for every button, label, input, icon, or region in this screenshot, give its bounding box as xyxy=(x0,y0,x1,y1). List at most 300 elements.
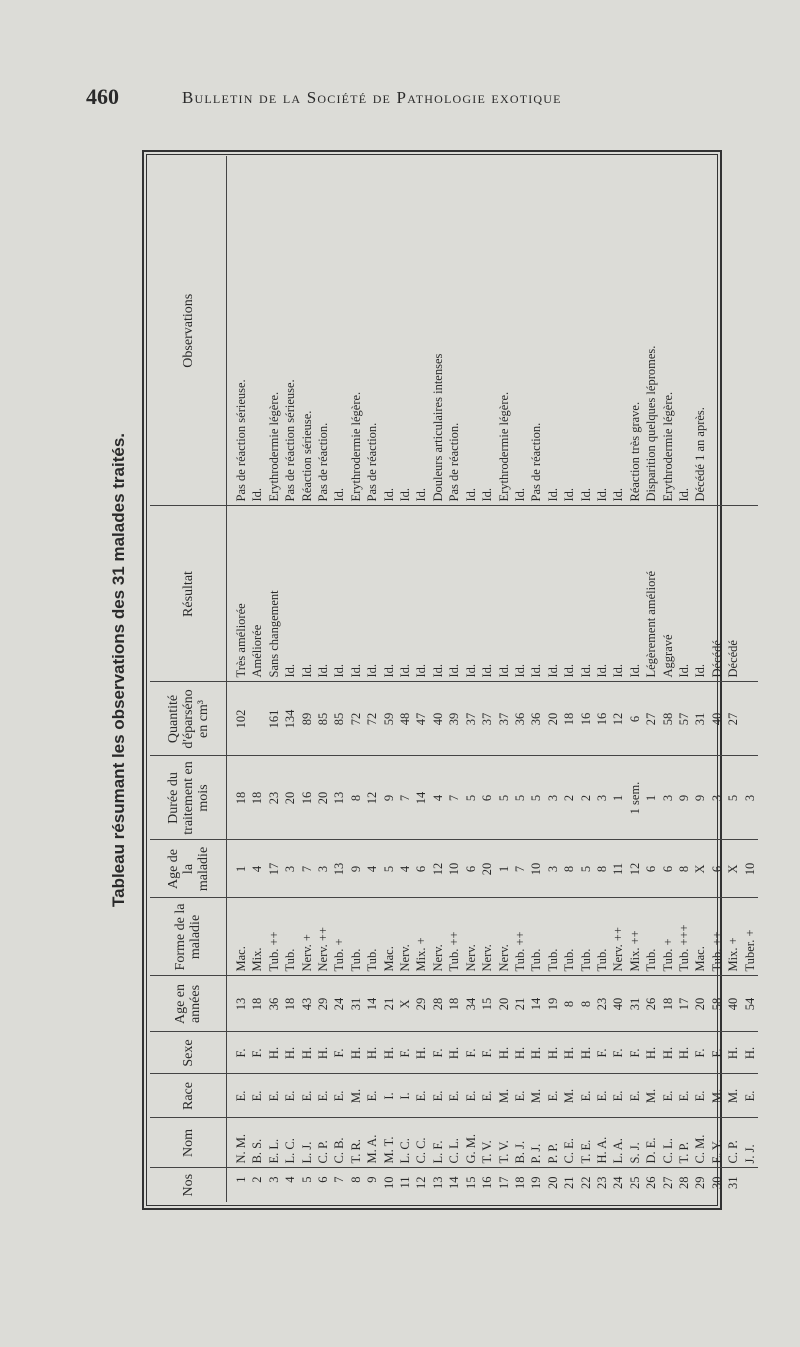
table-row xyxy=(676,156,692,1202)
cell-race: E. xyxy=(331,1074,347,1118)
cell-nom: T. P. xyxy=(676,1118,692,1168)
cell-resultat: Id. xyxy=(692,506,708,682)
cell-age: 29 xyxy=(413,976,429,1032)
cell-duree: 3 xyxy=(709,756,725,840)
cell-forme: Tub. xyxy=(364,898,380,976)
cell-race: E. xyxy=(610,1074,626,1118)
cell-quantite: 31 xyxy=(692,682,708,756)
cell-resultat: Légèrement amélioré xyxy=(643,506,659,682)
cell-duree: 20 xyxy=(282,756,298,840)
cell-sexe: F. xyxy=(692,1032,708,1074)
cell-no: 20 xyxy=(545,1168,561,1202)
cell-resultat: Id. xyxy=(381,506,397,682)
cell-sexe: F. xyxy=(397,1032,413,1074)
cell-race: E. xyxy=(227,1074,250,1118)
cell-observations: Erythrodermie légère. xyxy=(496,391,511,502)
cell-race: E. xyxy=(249,1074,265,1118)
cell-sexe: H. xyxy=(496,1032,512,1074)
cell-age-maladie: 4 xyxy=(397,840,413,898)
table-row xyxy=(446,156,462,1202)
cell-observations: Id. xyxy=(463,487,478,502)
cell-forme: Tub. xyxy=(528,898,544,976)
table-row xyxy=(512,156,528,1202)
cell-duree: 5 xyxy=(725,756,741,840)
header-duree: Durée du traitement en mois xyxy=(150,756,227,840)
header-observations: Observations xyxy=(150,156,227,506)
cell-no: 15 xyxy=(463,1168,479,1202)
page-header xyxy=(86,84,746,114)
table-row xyxy=(299,156,315,1202)
table-caption: Tableau résumant les observations des 31 malades traités. xyxy=(109,433,128,907)
cell-observations: Id. xyxy=(611,487,626,502)
cell-duree: 3 xyxy=(742,756,758,840)
cell-age-maladie: 6 xyxy=(413,840,429,898)
cell-age-maladie: 10 xyxy=(446,840,462,898)
cell-age-maladie: 11 xyxy=(610,840,626,898)
cell-observations: Id. xyxy=(594,487,609,502)
cell-quantite: 27 xyxy=(725,682,741,756)
cell-race: E. xyxy=(463,1074,479,1118)
table-row xyxy=(381,156,397,1202)
cell-age: 29 xyxy=(315,976,331,1032)
cell-age-maladie: 5 xyxy=(578,840,594,898)
cell-sexe: F. xyxy=(479,1032,495,1074)
cell-observations xyxy=(709,156,725,506)
cell-age: 19 xyxy=(545,976,561,1032)
table-row xyxy=(610,156,626,1202)
cell-forme: Tub. xyxy=(643,898,659,976)
cell-observations: Décédé 1 an après. xyxy=(693,407,708,502)
cell-quantite: 39 xyxy=(446,682,462,756)
cell-nom: P. J. xyxy=(528,1118,544,1168)
cell-forme: Nerv. ++ xyxy=(315,898,331,976)
cell-forme: Nerv. xyxy=(397,898,413,976)
cell-sexe: F. xyxy=(249,1032,265,1074)
cell-no: 22 xyxy=(578,1168,594,1202)
cell-age: 40 xyxy=(610,976,626,1032)
table-row xyxy=(413,156,429,1202)
cell-no: 28 xyxy=(676,1168,692,1202)
table-row xyxy=(249,156,265,1202)
cell-race: E. xyxy=(578,1074,594,1118)
cell-race: I. xyxy=(381,1074,397,1118)
cell-observations: Erythrodermie légère. xyxy=(660,391,675,502)
cell-resultat: Très améliorée xyxy=(227,506,250,682)
cell-nom: T. V. xyxy=(496,1118,512,1168)
cell-no: 24 xyxy=(610,1168,626,1202)
cell-nom: P. P. xyxy=(545,1118,561,1168)
cell-age-maladie: 12 xyxy=(430,840,446,898)
cell-resultat: Id. xyxy=(348,506,364,682)
header-age-maladie: Age de la maladie xyxy=(150,840,227,898)
cell-sexe: H. xyxy=(545,1032,561,1074)
cell-observations: Réaction très grave. xyxy=(627,401,642,502)
cell-age-maladie: 4 xyxy=(249,840,265,898)
cell-quantite: 20 xyxy=(545,682,561,756)
cell-age-maladie: 8 xyxy=(561,840,577,898)
table-row xyxy=(561,156,577,1202)
cell-sexe: H. xyxy=(282,1032,298,1074)
cell-nom: T. R. xyxy=(348,1118,364,1168)
cell-age-maladie: 6 xyxy=(643,840,659,898)
cell-no: 13 xyxy=(430,1168,446,1202)
table-row xyxy=(660,156,676,1202)
cell-quantite: 89 xyxy=(299,682,315,756)
cell-observations: Id. xyxy=(512,487,527,502)
cell-sexe: H. xyxy=(660,1032,676,1074)
cell-age-maladie: 17 xyxy=(266,840,282,898)
cell-race: E. xyxy=(692,1074,708,1118)
cell-nom: C. C. xyxy=(413,1118,429,1168)
table-header-row xyxy=(150,156,227,1202)
cell-no: 8 xyxy=(348,1168,364,1202)
table-row xyxy=(282,156,298,1202)
table-row xyxy=(463,156,479,1202)
observations-table xyxy=(150,156,758,1202)
cell-age-maladie: 7 xyxy=(299,840,315,898)
cell-nom: T. V. xyxy=(479,1118,495,1168)
cell-forme: Tub. + xyxy=(331,898,347,976)
cell-nom: B. S. xyxy=(249,1118,265,1168)
cell-sexe: F. xyxy=(463,1032,479,1074)
cell-quantite: 85 xyxy=(315,682,331,756)
cell-nom: M. A. xyxy=(364,1118,380,1168)
cell-no: 2 xyxy=(249,1168,265,1202)
header-nom: Nom xyxy=(150,1118,227,1168)
cell-forme: Nerv. ++ xyxy=(610,898,626,976)
cell-age: 43 xyxy=(299,976,315,1032)
cell-duree: 5 xyxy=(496,756,512,840)
cell-duree: 14 xyxy=(413,756,429,840)
cell-quantite: 36 xyxy=(512,682,528,756)
cell-quantite: 12 xyxy=(610,682,626,756)
cell-nom: M. T. xyxy=(381,1118,397,1168)
cell-observations xyxy=(742,156,758,506)
cell-race: M. xyxy=(709,1074,725,1118)
cell-forme: Nerv. xyxy=(479,898,495,976)
header-resultat: Résultat xyxy=(150,506,227,682)
cell-no: 19 xyxy=(528,1168,544,1202)
cell-resultat: Id. xyxy=(446,506,462,682)
cell-resultat: Id. xyxy=(430,506,446,682)
cell-sexe: F. xyxy=(227,1032,250,1074)
cell-race: E. xyxy=(479,1074,495,1118)
cell-nom: E. Y. xyxy=(709,1118,725,1168)
cell-observations: Id. xyxy=(562,487,577,502)
cell-sexe: H. xyxy=(676,1032,692,1074)
cell-observations: Id. xyxy=(676,487,691,502)
cell-no: 26 xyxy=(643,1168,659,1202)
table-row xyxy=(627,156,643,1202)
table-row xyxy=(725,156,741,1202)
cell-quantite: 16 xyxy=(594,682,610,756)
table-row xyxy=(364,156,380,1202)
cell-no: 16 xyxy=(479,1168,495,1202)
cell-observations: Réaction sérieuse. xyxy=(299,410,314,502)
cell-observations: Id. xyxy=(398,487,413,502)
cell-observations xyxy=(725,156,741,506)
cell-no: 11 xyxy=(397,1168,413,1202)
cell-age: 14 xyxy=(528,976,544,1032)
cell-no: 5 xyxy=(299,1168,315,1202)
cell-age-maladie: X xyxy=(692,840,708,898)
cell-age: 40 xyxy=(725,976,741,1032)
cell-resultat: Id. xyxy=(561,506,577,682)
cell-nom: C. P. xyxy=(725,1118,741,1168)
table-row xyxy=(315,156,331,1202)
cell-sexe: H. xyxy=(725,1032,741,1074)
cell-age: 31 xyxy=(348,976,364,1032)
cell-forme: Mix. ++ xyxy=(627,898,643,976)
cell-age: 21 xyxy=(512,976,528,1032)
cell-age: 18 xyxy=(282,976,298,1032)
cell-race: E. xyxy=(299,1074,315,1118)
cell-quantite: 37 xyxy=(496,682,512,756)
cell-nom: L. A. xyxy=(610,1118,626,1168)
cell-age-maladie: 6 xyxy=(463,840,479,898)
cell-forme: Mix. xyxy=(249,898,265,976)
cell-age-maladie: 8 xyxy=(594,840,610,898)
cell-resultat: Id. xyxy=(676,506,692,682)
cell-duree: 9 xyxy=(692,756,708,840)
cell-no: 3 xyxy=(266,1168,282,1202)
cell-nom: C. L. xyxy=(660,1118,676,1168)
cell-nom: D. E. xyxy=(643,1118,659,1168)
cell-quantite: 57 xyxy=(676,682,692,756)
cell-no: 31 xyxy=(725,1168,741,1202)
table-row xyxy=(479,156,495,1202)
cell-sexe: H. xyxy=(643,1032,659,1074)
cell-nom: H. A. xyxy=(594,1118,610,1168)
cell-age-maladie: 6 xyxy=(660,840,676,898)
cell-observations: Id. xyxy=(545,487,560,502)
cell-duree: 5 xyxy=(463,756,479,840)
cell-resultat xyxy=(742,506,758,682)
cell-race: E. xyxy=(545,1074,561,1118)
cell-no: 30 xyxy=(709,1168,725,1202)
cell-age: 31 xyxy=(627,976,643,1032)
cell-race: I. xyxy=(397,1074,413,1118)
cell-no: 1 xyxy=(227,1168,250,1202)
cell-no: 25 xyxy=(627,1168,643,1202)
cell-observations: Douleurs articulaires intenses xyxy=(430,353,445,502)
table-row xyxy=(643,156,659,1202)
cell-sexe: H. xyxy=(315,1032,331,1074)
cell-age-maladie: X xyxy=(725,840,741,898)
cell-race: M. xyxy=(348,1074,364,1118)
cell-forme: Tub. xyxy=(282,898,298,976)
cell-no: 21 xyxy=(561,1168,577,1202)
cell-forme: Nerv. xyxy=(496,898,512,976)
cell-quantite: 47 xyxy=(413,682,429,756)
cell-age-maladie: 8 xyxy=(676,840,692,898)
cell-no: 10 xyxy=(381,1168,397,1202)
cell-nom: J. J. xyxy=(742,1118,758,1168)
table-row xyxy=(227,156,250,1202)
cell-quantite: 48 xyxy=(397,682,413,756)
cell-race: E. xyxy=(446,1074,462,1118)
cell-observations: Erythrodermie légère. xyxy=(266,391,281,502)
cell-age: 34 xyxy=(463,976,479,1032)
cell-resultat: Id. xyxy=(364,506,380,682)
cell-forme: Nerv. + xyxy=(299,898,315,976)
cell-quantite: 72 xyxy=(348,682,364,756)
cell-resultat: Id. xyxy=(594,506,610,682)
cell-sexe: H. xyxy=(561,1032,577,1074)
cell-race: E. xyxy=(627,1074,643,1118)
cell-quantite: 37 xyxy=(463,682,479,756)
table-frame xyxy=(142,150,757,1210)
cell-nom: C. B. xyxy=(331,1118,347,1168)
cell-race: M. xyxy=(496,1074,512,1118)
cell-age-maladie: 4 xyxy=(364,840,380,898)
cell-age-maladie: 3 xyxy=(282,840,298,898)
cell-age: 26 xyxy=(643,976,659,1032)
cell-age-maladie: 6 xyxy=(709,840,725,898)
cell-no: 29 xyxy=(692,1168,708,1202)
cell-forme: Mac. xyxy=(692,898,708,976)
cell-resultat: Id. xyxy=(463,506,479,682)
cell-nom: C. L. xyxy=(446,1118,462,1168)
cell-observations: Id. xyxy=(578,487,593,502)
cell-forme: Tub. xyxy=(348,898,364,976)
cell-resultat: Décédé xyxy=(725,506,741,682)
cell-age: X xyxy=(397,976,413,1032)
cell-nom: L. F. xyxy=(430,1118,446,1168)
cell-resultat: Id. xyxy=(512,506,528,682)
cell-quantite: 85 xyxy=(331,682,347,756)
cell-forme: Tub. xyxy=(545,898,561,976)
cell-resultat: Id. xyxy=(479,506,495,682)
cell-forme: Tub. ++ xyxy=(512,898,528,976)
cell-resultat: Id. xyxy=(496,506,512,682)
cell-nom: S. J. xyxy=(627,1118,643,1168)
cell-race: E. xyxy=(315,1074,331,1118)
header-race: Race xyxy=(150,1074,227,1118)
cell-nom: G. M. xyxy=(463,1118,479,1168)
cell-quantite: 58 xyxy=(660,682,676,756)
cell-duree: 5 xyxy=(528,756,544,840)
cell-age: 15 xyxy=(479,976,495,1032)
cell-race: M. xyxy=(528,1074,544,1118)
cell-race: E. xyxy=(742,1074,758,1118)
cell-sexe: F. xyxy=(709,1032,725,1074)
cell-sexe: H. xyxy=(512,1032,528,1074)
cell-duree: 16 xyxy=(299,756,315,840)
cell-age-maladie: 13 xyxy=(331,840,347,898)
header-quantite: Quantité d'éparséno en cm³ xyxy=(150,682,227,756)
cell-race: E. xyxy=(266,1074,282,1118)
cell-nom: C. P. xyxy=(315,1118,331,1168)
cell-no: 12 xyxy=(413,1168,429,1202)
cell-resultat: Id. xyxy=(315,506,331,682)
cell-quantite: 18 xyxy=(561,682,577,756)
cell-age: 36 xyxy=(266,976,282,1032)
table-body xyxy=(227,156,759,1202)
cell-nom: T. E. xyxy=(578,1118,594,1168)
cell-quantite: 37 xyxy=(479,682,495,756)
table-row xyxy=(430,156,446,1202)
cell-observations: Id. xyxy=(381,487,396,502)
cell-quantite: 16 xyxy=(578,682,594,756)
cell-sexe: F. xyxy=(610,1032,626,1074)
cell-forme: Tub. ++ xyxy=(266,898,282,976)
cell-sexe: H. xyxy=(578,1032,594,1074)
cell-observations: Pas de réaction. xyxy=(316,422,331,502)
cell-forme: Tub. xyxy=(561,898,577,976)
cell-duree: 3 xyxy=(660,756,676,840)
cell-observations: Pas de réaction. xyxy=(365,422,380,502)
cell-quantite: 6 xyxy=(627,682,643,756)
table-row xyxy=(692,156,708,1202)
cell-no: 7 xyxy=(331,1168,347,1202)
cell-forme: Mix. + xyxy=(413,898,429,976)
cell-duree: 9 xyxy=(381,756,397,840)
cell-sexe: H. xyxy=(266,1032,282,1074)
cell-race: E. xyxy=(430,1074,446,1118)
cell-nom: L. J. xyxy=(299,1118,315,1168)
cell-duree: 23 xyxy=(266,756,282,840)
cell-age: 18 xyxy=(660,976,676,1032)
cell-forme: Tub. ++ xyxy=(709,898,725,976)
cell-age-maladie: 3 xyxy=(545,840,561,898)
cell-observations: Erythrodermie légère. xyxy=(348,391,363,502)
cell-age: 18 xyxy=(446,976,462,1032)
cell-forme: Tuber. + xyxy=(742,898,758,976)
cell-duree: 3 xyxy=(594,756,610,840)
cell-age-maladie: 5 xyxy=(381,840,397,898)
cell-observations: Pas de réaction. xyxy=(529,422,544,502)
cell-age-maladie: 7 xyxy=(512,840,528,898)
cell-resultat: Id. xyxy=(528,506,544,682)
cell-age-maladie: 20 xyxy=(479,840,495,898)
cell-forme: Mix. + xyxy=(725,898,741,976)
cell-age-maladie: 10 xyxy=(742,840,758,898)
cell-sexe: F. xyxy=(331,1032,347,1074)
cell-age-maladie: 3 xyxy=(315,840,331,898)
cell-resultat: Aggravé xyxy=(660,506,676,682)
table-row xyxy=(528,156,544,1202)
cell-sexe: H. xyxy=(742,1032,758,1074)
table-row xyxy=(348,156,364,1202)
header-forme: Forme de la maladie xyxy=(150,898,227,976)
cell-duree: 8 xyxy=(348,756,364,840)
cell-age-maladie: 12 xyxy=(627,840,643,898)
cell-age: 8 xyxy=(561,976,577,1032)
cell-duree: 1 xyxy=(643,756,659,840)
cell-nom: N. M. xyxy=(227,1118,250,1168)
cell-duree: 5 xyxy=(512,756,528,840)
table-row xyxy=(545,156,561,1202)
cell-no: 23 xyxy=(594,1168,610,1202)
cell-forme: Tub. + xyxy=(660,898,676,976)
table-row xyxy=(331,156,347,1202)
cell-nom: L. C. xyxy=(282,1118,298,1168)
table-row xyxy=(397,156,413,1202)
cell-sexe: H. xyxy=(528,1032,544,1074)
cell-duree: 7 xyxy=(446,756,462,840)
table-row xyxy=(266,156,282,1202)
cell-age: 54 xyxy=(742,976,758,1032)
cell-race: M. xyxy=(561,1074,577,1118)
cell-resultat: Sans changement xyxy=(266,506,282,682)
cell-resultat: Id. xyxy=(397,506,413,682)
cell-resultat: Décédé xyxy=(709,506,725,682)
cell-duree: 7 xyxy=(397,756,413,840)
cell-resultat: Id. xyxy=(627,506,643,682)
cell-race: E. xyxy=(413,1074,429,1118)
cell-race: E. xyxy=(282,1074,298,1118)
